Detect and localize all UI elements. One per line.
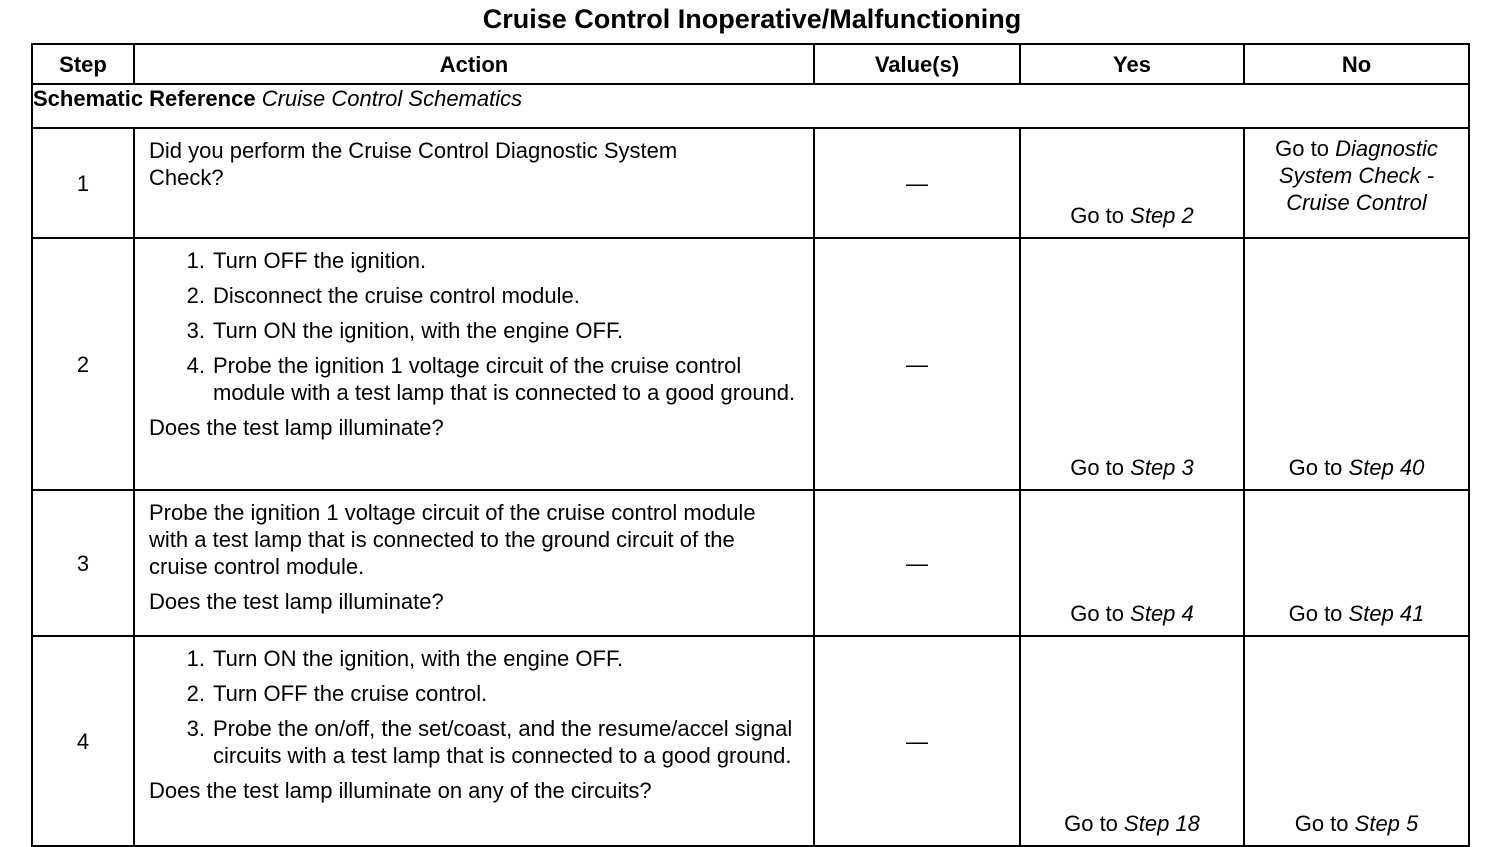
no-link-line-3[interactable]: Cruise Control [1286, 190, 1427, 215]
no-link-line-2[interactable]: System Check - [1278, 163, 1435, 188]
table-row [32, 238, 1469, 490]
list-item [149, 680, 799, 707]
yes-step-link[interactable]: Step 4 [1130, 601, 1194, 626]
table-row [32, 636, 1469, 846]
no-cell [1244, 128, 1469, 238]
no-prefix: Go to [1275, 136, 1329, 161]
action-list [149, 645, 799, 769]
header-no: No [1244, 44, 1469, 84]
list-item-text: Probe the ignition 1 voltage circuit of the cruise control module with a test lamp that is connected to a good ground. [213, 353, 796, 405]
list-item-number: 4. [186, 353, 205, 378]
list-item [149, 317, 799, 344]
schematic-reference-row [32, 84, 1469, 128]
header-step: Step [32, 44, 134, 84]
action-question: Does the test lamp illuminate? [149, 415, 444, 440]
table-row [32, 490, 1469, 636]
no-cell [1244, 636, 1469, 846]
list-item [149, 352, 799, 406]
table-header-row [32, 44, 1469, 84]
yes-cell [1020, 128, 1244, 238]
value-cell: — [814, 490, 1020, 636]
list-item-text: Turn OFF the cruise control. [213, 681, 488, 706]
value-cell: — [814, 128, 1020, 238]
yes-step-link[interactable]: Step 18 [1124, 811, 1200, 836]
list-item-number: 2. [186, 283, 205, 308]
list-item-text: Turn ON the ignition, with the engine OFF. [213, 646, 624, 671]
schematic-reference-link[interactable]: Cruise Control Schematics [261, 86, 523, 111]
yes-prefix: Go to [1070, 455, 1125, 480]
list-item-number: 1. [186, 646, 205, 671]
no-link-line-1[interactable]: Diagnostic [1335, 136, 1438, 161]
no-cell [1244, 490, 1469, 636]
page-title: Cruise Control Inoperative/Malfunctioning [482, 4, 1022, 34]
header-values: Value(s) [814, 44, 1020, 84]
list-item-number: 2. [186, 681, 205, 706]
no-step-link[interactable]: Step 5 [1354, 811, 1419, 836]
action-text: Probe the ignition 1 voltage circuit of the cruise control module with a test lamp that is connected to the ground circuit of the cruise control module. [149, 500, 756, 579]
action-list [149, 247, 799, 406]
yes-cell [1020, 238, 1244, 490]
action-text: Did you perform the Cruise Control Diagnostic System Check? [149, 138, 678, 190]
no-step-link[interactable]: Step 41 [1348, 601, 1425, 626]
list-item [149, 715, 799, 769]
no-step-link[interactable]: Step 40 [1348, 455, 1425, 480]
list-item-text: Turn ON the ignition, with the engine OFF. [213, 318, 624, 343]
header-action: Action [134, 44, 814, 84]
action-cell [134, 238, 814, 490]
schematic-reference-label: Schematic Reference [33, 86, 256, 111]
schematic-reference-cell [32, 84, 1469, 128]
list-item [149, 282, 799, 309]
list-item-text: Probe the on/off, the set/coast, and the resume/accel signal circuits with a test lamp that is connected to a good ground. [213, 716, 793, 768]
no-prefix: Go to [1288, 601, 1343, 626]
action-question: Does the test lamp illuminate? [149, 589, 444, 614]
value-cell: — [814, 238, 1020, 490]
no-prefix: Go to [1294, 811, 1349, 836]
header-yes: Yes [1020, 44, 1244, 84]
action-cell [134, 490, 814, 636]
step-number: 2 [32, 238, 134, 490]
list-item [149, 247, 799, 274]
no-cell [1244, 238, 1469, 490]
yes-cell [1020, 636, 1244, 846]
yes-step-link[interactable]: Step 3 [1130, 455, 1194, 480]
value-cell: — [814, 636, 1020, 846]
diagnostic-table [31, 43, 1470, 847]
yes-prefix: Go to [1070, 203, 1125, 228]
action-cell [134, 128, 814, 238]
list-item-text: Disconnect the cruise control module. [213, 283, 580, 308]
action-question: Does the test lamp illuminate on any of the circuits? [149, 778, 652, 803]
yes-step-link[interactable]: Step 2 [1130, 203, 1194, 228]
list-item [149, 645, 799, 672]
yes-prefix: Go to [1064, 811, 1118, 836]
step-number: 4 [32, 636, 134, 846]
step-number: 3 [32, 490, 134, 636]
action-cell [134, 636, 814, 846]
no-prefix: Go to [1288, 455, 1343, 480]
list-item-text: Turn OFF the ignition. [213, 248, 427, 273]
yes-prefix: Go to [1070, 601, 1125, 626]
step-number: 1 [32, 128, 134, 238]
list-item-number: 1. [186, 248, 205, 273]
table-row [32, 128, 1469, 238]
yes-cell [1020, 490, 1244, 636]
list-item-number: 3. [186, 318, 205, 343]
list-item-number: 3. [186, 716, 205, 741]
